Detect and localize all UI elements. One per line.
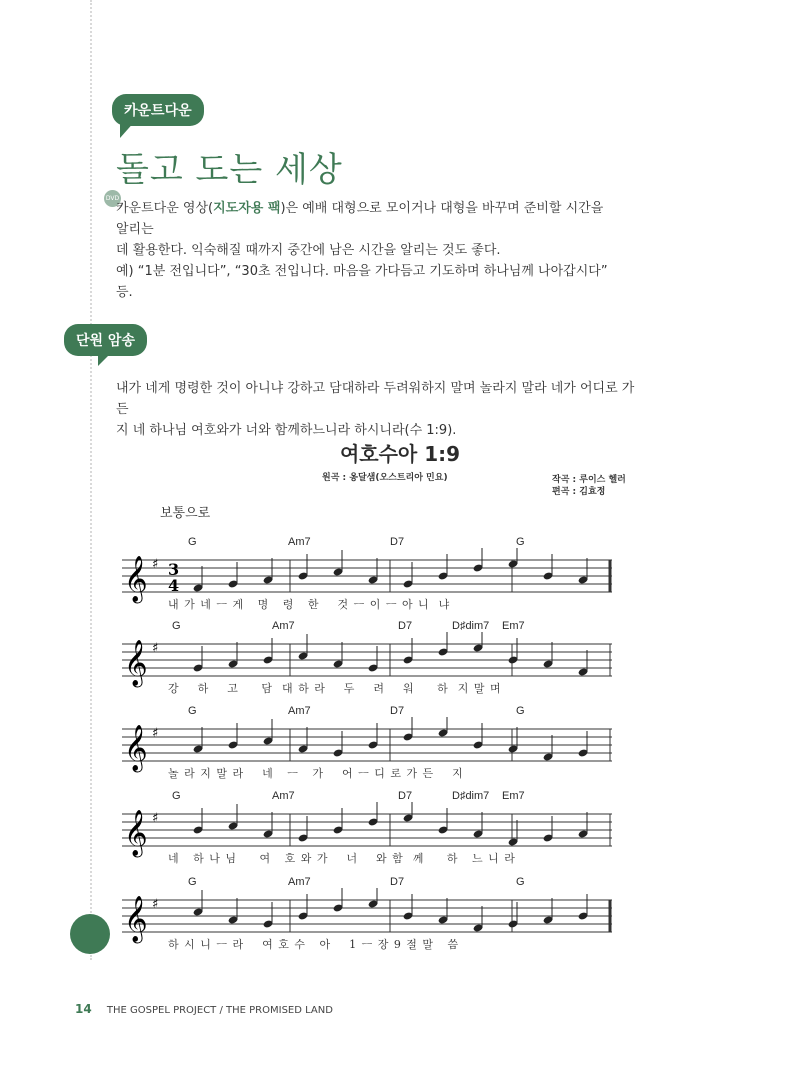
chord-symbol: D7: [398, 790, 413, 802]
chord-symbol: D7: [390, 536, 405, 548]
countdown-title: 돌고 도는 세상: [116, 150, 343, 190]
memory-tag-tail: [98, 350, 114, 366]
chord-symbol: Em7: [502, 620, 525, 632]
treble-clef-icon: 𝄞: [124, 556, 148, 602]
lyrics-line: 놀 라 지 말 라 네 ㅡ 가 어 ㅡ 디 로 가 든 지: [168, 767, 464, 780]
chord-symbol: Am7: [288, 705, 311, 717]
memory-tag: 단원 암송: [64, 324, 147, 356]
memory-line-1: 내가 네게 명령한 것이 아니냐 강하고 담대하라 두려워하지 말며 놀라지 말라 네가 어디로 가든: [116, 381, 635, 417]
song-arranger: 편곡 : 김효정: [552, 487, 606, 497]
chord-symbol: G: [188, 536, 197, 548]
footer-text: THE GOSPEL PROJECT / THE PROMISED LAND: [106, 1005, 333, 1016]
treble-clef-icon: 𝄞: [124, 896, 148, 942]
song-title: 여호수아 1:9: [339, 442, 461, 466]
lyrics-line: 하 시 니 ㅡ 라 여 호 수 아 1 ㅡ 장 9 절 말 씀: [168, 938, 460, 951]
treble-clef-icon: 𝄞: [124, 640, 148, 686]
countdown-description: [116, 198, 616, 303]
decorative-circle: [70, 914, 110, 954]
lyrics-line: 네 하 나 님 여 호 와 가 너 와 함 께 하 느 니 라: [168, 852, 516, 865]
highlight-leader-pack: 지도자용 팩: [213, 201, 281, 216]
key-signature-sharp-icon: ♯: [152, 811, 159, 826]
memory-line-2: 지 네 하나님 여호와가 너와 함께하느니라 하시니라(수 1:9).: [116, 423, 457, 438]
chord-symbol: G: [188, 705, 197, 717]
chord-symbol: Am7: [288, 536, 311, 548]
chord-symbol: D7: [390, 876, 405, 888]
dvd-icon: DVD: [104, 190, 121, 207]
countdown-line-1: 카운트다운 영상(지도자용 팩)은 예배 대형으로 모이거나 대형을 바꾸며 준비할 시간을 알리는: [116, 201, 604, 237]
margin-dotted-line: [90, 0, 92, 960]
chord-symbol: G: [516, 705, 525, 717]
song-composer: 작곡 : 루이스 헬러: [552, 475, 626, 485]
countdown-line-3: 예) “1분 전입니다”, “30초 전입니다. 마음을 가다듬고 기도하며 하나님께 나아갑시다” 등.: [116, 264, 608, 300]
page-number: 14: [75, 1002, 92, 1016]
lyrics-line: 내 가 네 ㅡ 게 명 령 한 것 ㅡ 이 ㅡ 아 니 냐: [168, 598, 451, 611]
staff-system-4: [122, 790, 612, 890]
lyrics-line: 강 하 고 담 대 하 라 두 려 워 하 지 말 며: [168, 682, 502, 695]
key-signature-sharp-icon: ♯: [152, 897, 159, 912]
time-signature-bottom: 4: [168, 576, 180, 595]
chord-symbol: G: [172, 790, 181, 802]
song-origin: 원곡 : 옹달샘(오스트리아 민요): [322, 473, 448, 483]
chord-symbol: D7: [390, 705, 405, 717]
chord-symbol: G: [172, 620, 181, 632]
chord-symbol: Am7: [272, 790, 295, 802]
chord-symbol: D♯dim7: [452, 790, 490, 802]
treble-clef-icon: 𝄞: [124, 725, 148, 771]
chord-symbol: Am7: [288, 876, 311, 888]
chord-symbol: D7: [398, 620, 413, 632]
countdown-tag-tail: [120, 120, 136, 138]
countdown-line-2: 데 활용한다. 익숙해질 때까지 중간에 남은 시간을 알리는 것도 좋다.: [116, 243, 501, 258]
key-signature-sharp-icon: ♯: [152, 557, 159, 572]
chord-symbol: Am7: [272, 620, 295, 632]
countdown-tag: 카운트다운: [112, 94, 204, 126]
staff-system-5: [122, 876, 612, 976]
memory-verse: [116, 378, 636, 441]
chord-symbol: Em7: [502, 790, 525, 802]
tempo-marking: 보통으로: [160, 506, 211, 521]
chord-symbol: G: [516, 876, 525, 888]
chord-symbol: G: [188, 876, 197, 888]
key-signature-sharp-icon: ♯: [152, 726, 159, 741]
chord-symbol: D♯dim7: [452, 620, 490, 632]
time-signature-top: 3: [168, 560, 180, 579]
treble-clef-icon: 𝄞: [124, 810, 148, 856]
key-signature-sharp-icon: ♯: [152, 641, 159, 656]
chord-symbol: G: [516, 536, 525, 548]
footer: [75, 1002, 333, 1016]
